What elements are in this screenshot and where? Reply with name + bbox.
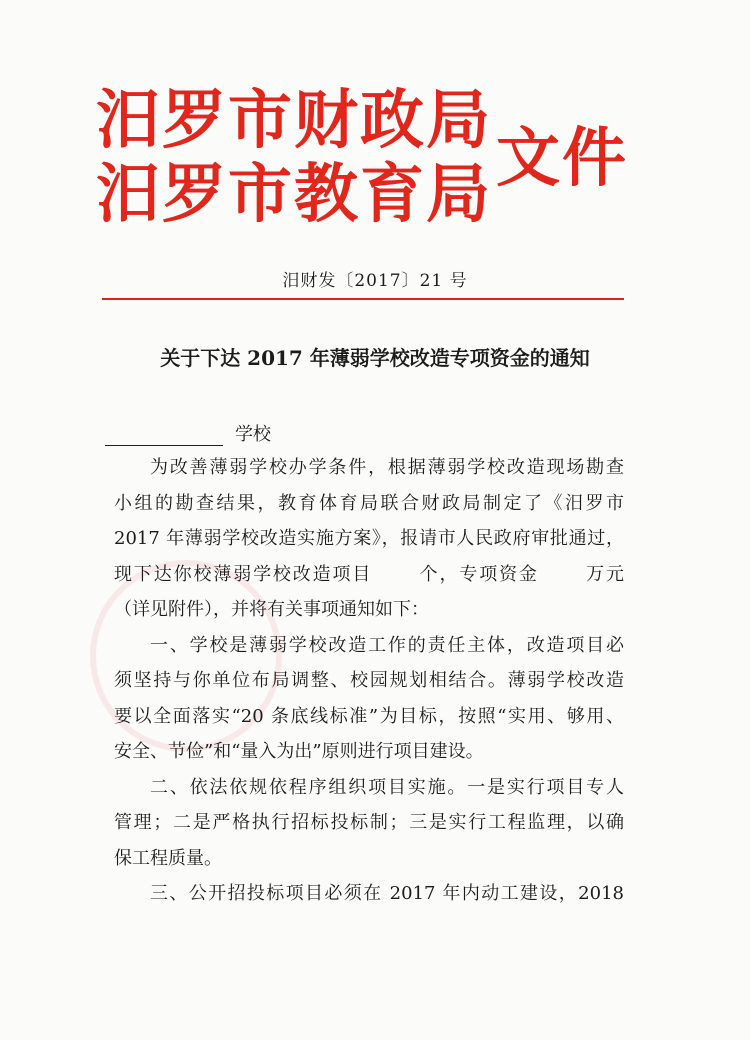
document-number: 汨财发〔2017〕21 号 (282, 271, 468, 291)
body-line: 管理；二是严格执行招标投标制；三是实行工程监理，以确 (114, 812, 624, 833)
paragraph-item-1 (114, 628, 624, 770)
body-line: 安全、节俭”和“量入为出”原则进行项目建设。 (114, 741, 484, 762)
addressee-line (105, 420, 271, 446)
body-line: 为改善薄弱学校办学条件，根据薄弱学校改造现场勘查 (150, 457, 624, 478)
document-header (96, 83, 656, 236)
document-title: 关于下达 2017 年薄弱学校改造专项资金的通知 (160, 346, 590, 370)
paragraph-item-2 (114, 770, 624, 877)
body-line: （详见附件），并将有关事项通知如下： (114, 599, 429, 620)
paragraph-item-3 (114, 876, 624, 912)
document-body (114, 450, 624, 912)
body-line: 2017 年薄弱学校改造实施方案》，报请市人民政府审批通过， (114, 528, 624, 549)
issuer-finance-bureau: 汨罗市财政局 (96, 83, 492, 158)
body-line: 现下达你校薄弱学校改造项目 个，专项资金 万元 (114, 563, 624, 585)
body-line: 要以全面落实“20 条底线标准”为目标，按照“实用、够用、 (114, 705, 624, 727)
document-type-label: 文件 (496, 121, 628, 196)
addressee-suffix: 学校 (235, 424, 271, 445)
body-line: 小组的勘查结果，教育体育局联合财政局制定了《汨罗市 (114, 492, 624, 514)
addressee-blank (105, 427, 223, 446)
body-line: 二、依法依规依程序组织项目实施。一是实行项目专人 (150, 776, 624, 798)
issuer-education-bureau: 汨罗市教育局 (96, 157, 492, 232)
paragraph-intro (114, 450, 624, 628)
body-line: 一、学校是薄弱学校改造工作的责任主体，改造项目必 (150, 634, 624, 656)
body-line: 三、公开招投标项目必须在 2017 年内动工建设，2018 (150, 883, 624, 904)
body-line: 保工程质量。 (114, 847, 222, 869)
body-line: 须坚持与你单位布局调整、校园规划相结合。薄弱学校改造 (114, 670, 624, 691)
red-separator-line (102, 298, 624, 300)
